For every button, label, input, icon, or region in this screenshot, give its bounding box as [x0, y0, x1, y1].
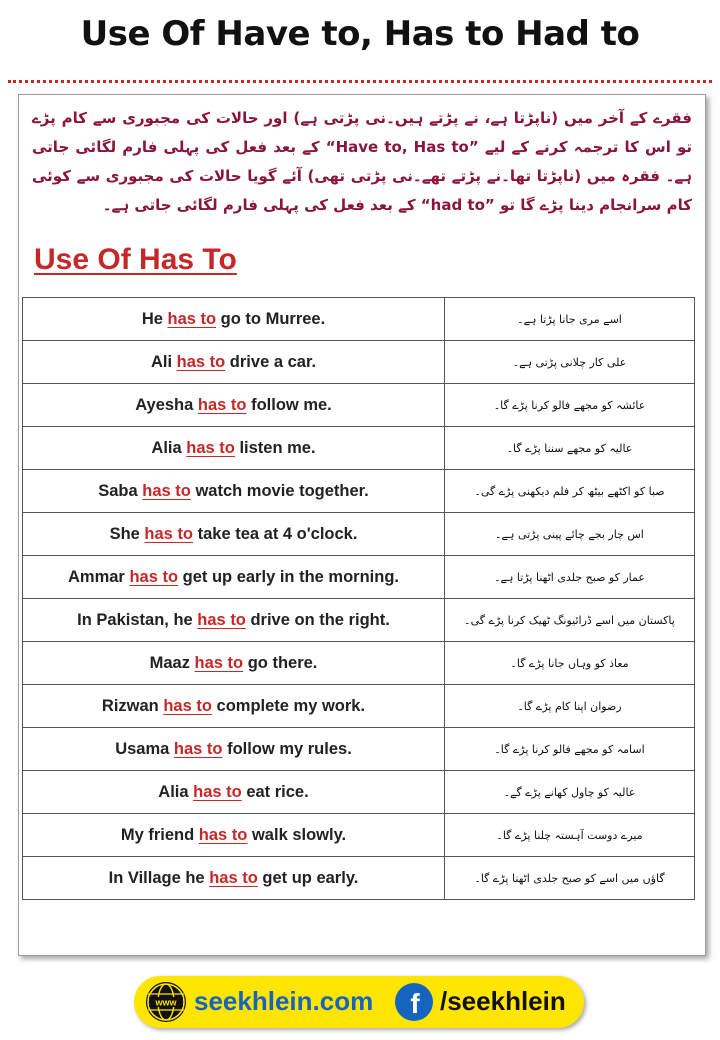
urdu-translation: اس چار بجے چائے پینی پڑتی ہے۔ — [445, 513, 695, 556]
urdu-translation: عمار کو صبح جلدی اٹھنا پڑتا ہے۔ — [445, 556, 695, 599]
table-row — [23, 341, 695, 384]
table-row — [23, 556, 695, 599]
urdu-translation: علی کار چلانی پڑتی ہے۔ — [445, 341, 695, 384]
sentence-start: Usama — [115, 739, 174, 758]
table-row — [23, 728, 695, 771]
urdu-translation: رضوان اپنا کام پڑے گا۔ — [445, 685, 695, 728]
urdu-translation: میرے دوست آہستہ چلنا پڑے گا۔ — [445, 814, 695, 857]
urdu-translation: عائشہ کو مجھے فالو کرنا پڑے گا۔ — [445, 384, 695, 427]
urdu-translation: گاؤں میں اسے کو صبح جلدی اٹھنا پڑے گا۔ — [445, 857, 695, 900]
sentence-end: walk slowly. — [247, 825, 347, 844]
urdu-translation: اسے مری جانا پڑتا ہے۔ — [445, 298, 695, 341]
sentence-end: follow me. — [246, 395, 332, 414]
sentence-table — [22, 297, 695, 900]
globe-label: www — [155, 997, 177, 1008]
english-sentence — [23, 599, 445, 642]
table-row — [23, 642, 695, 685]
table-row — [23, 298, 695, 341]
sentence-end: take tea at 4 o'clock. — [193, 524, 358, 543]
sentence-table-body — [23, 298, 695, 900]
urdu-translation: معاذ کو وہاں جانا پڑے گا۔ — [445, 642, 695, 685]
english-sentence — [23, 384, 445, 427]
english-sentence — [23, 298, 445, 341]
english-sentence — [23, 771, 445, 814]
urdu-translation: صبا کو اکٹھے بیٹھ کر فلم دیکھنی پڑے گی۔ — [445, 470, 695, 513]
english-sentence — [23, 427, 445, 470]
sentence-end: complete my work. — [211, 696, 366, 715]
facebook-icon[interactable] — [394, 982, 434, 1022]
english-sentence — [23, 513, 445, 556]
english-sentence — [23, 728, 445, 771]
sentence-end: go there. — [243, 653, 318, 672]
highlighted-has-to: has to — [209, 868, 258, 887]
sentence-start: Rizwan — [101, 696, 164, 715]
table-row — [23, 384, 695, 427]
table-row — [23, 857, 695, 900]
highlighted-has-to: has to — [144, 524, 194, 543]
table-row — [23, 470, 695, 513]
sentence-start: In Pakistan, he — [77, 610, 198, 629]
sentence-start: Ayesha — [135, 395, 198, 414]
section-heading: Use Of Has To — [34, 243, 237, 276]
sentence-start: Saba — [98, 481, 143, 500]
sentence-end: get up early in the morning. — [178, 567, 399, 586]
table-row — [23, 814, 695, 857]
facebook-letter: f — [410, 988, 420, 1019]
sentence-start: Maaz — [149, 653, 195, 672]
sentence-end: drive on the right. — [245, 610, 390, 629]
english-sentence — [23, 642, 445, 685]
table-row — [23, 771, 695, 814]
highlighted-has-to: has to — [163, 696, 212, 715]
highlighted-has-to: has to — [198, 825, 248, 844]
table-row — [23, 427, 695, 470]
sentence-end: eat rice. — [241, 782, 309, 801]
sentence-start: Alia — [151, 438, 187, 457]
highlighted-has-to: has to — [142, 481, 191, 500]
facebook-handle[interactable]: /seekhlein — [440, 986, 566, 1016]
highlighted-has-to: has to — [193, 782, 242, 801]
sentence-end: go to Murree. — [216, 309, 326, 328]
sentence-start: Ammar — [68, 567, 130, 586]
highlighted-has-to: has to — [176, 352, 226, 371]
sentence-start: Ali — [150, 352, 177, 371]
english-sentence — [23, 470, 445, 513]
table-row — [23, 599, 695, 642]
english-sentence — [23, 341, 445, 384]
page-title: Use Of Have to, Has to Had to — [80, 14, 640, 54]
sentence-end: follow my rules. — [222, 739, 352, 758]
sentence-start: He — [141, 309, 168, 328]
english-sentence — [23, 556, 445, 599]
highlighted-has-to: has to — [197, 395, 247, 414]
urdu-translation: عالیہ کو چاول کھانے پڑے گے۔ — [445, 771, 695, 814]
sentence-end: listen me. — [234, 438, 316, 457]
highlighted-has-to: has to — [129, 567, 179, 586]
urdu-translation: اسامہ کو مجھے فالو کرنا پڑے گا۔ — [445, 728, 695, 771]
dotted-divider — [8, 80, 712, 83]
sentence-start: She — [109, 524, 145, 543]
sentence-end: watch movie together. — [190, 481, 369, 500]
table-row — [23, 513, 695, 556]
english-sentence — [23, 857, 445, 900]
intro-paragraph: فقرے کے آخر میں (ناپڑتا ہے، نے پڑتے ہیں۔نی پڑتی ہے) اور حالات کی مجبوری سے کام پڑے تو اس کا ترجمہ کرنے کے لیے ”Have to, Has to“ کے بعد فعل کی پہلی فارم لگائی جاتی ہے۔ فقرہ میں (ناپڑتا تھا۔نے پڑتے تھے۔نی پڑتی تھی) آئے گویا حالات کی مجبوری سے کوئی کام سرانجام دینا پڑے گا تو ”had to“ کے بعد فعل کی پہلی فارم لگائی جاتی ہے۔ — [32, 109, 692, 214]
table-row — [23, 685, 695, 728]
sentence-start: My friend — [120, 825, 199, 844]
urdu-translation: عالیہ کو مجھے سننا پڑے گا۔ — [445, 427, 695, 470]
english-sentence — [23, 814, 445, 857]
intro-text — [32, 104, 692, 220]
highlighted-has-to: has to — [194, 653, 244, 672]
highlighted-has-to: has to — [167, 309, 217, 328]
sentence-end: drive a car. — [225, 352, 317, 371]
urdu-translation: پاکستان میں اسے ڈرائیونگ ٹھیک کرنا پڑے گی۔ — [445, 599, 695, 642]
highlighted-has-to: has to — [173, 739, 223, 758]
globe-icon — [144, 980, 188, 1024]
english-sentence — [23, 685, 445, 728]
highlighted-has-to: has to — [197, 610, 246, 629]
sentence-end: get up early. — [257, 868, 359, 887]
sentence-start: In Village he — [108, 868, 210, 887]
website-link[interactable]: seekhlein.com — [194, 986, 374, 1016]
sentence-start: Alia — [158, 782, 194, 801]
highlighted-has-to: has to — [186, 438, 235, 457]
